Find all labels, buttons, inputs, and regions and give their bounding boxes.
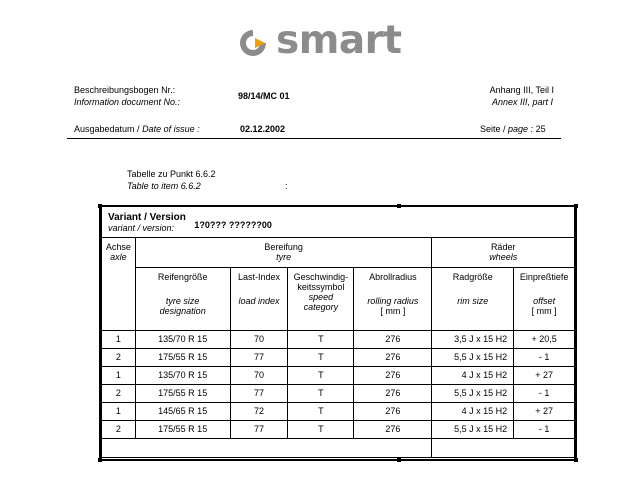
annex-label-en: Annex III, part I [491, 97, 553, 107]
smart-logo-icon [238, 28, 268, 58]
tyre-size-cell: 175/55 R 15 [135, 420, 230, 438]
load-index-label-de: Last-Index [237, 271, 281, 282]
speed-cell: T [288, 384, 354, 402]
load-index-label-en: load index [238, 295, 280, 306]
tyres-label-en: tyre [276, 252, 292, 262]
table-corner-handle [98, 204, 102, 208]
col-rim-size-header [432, 267, 514, 330]
table-row [102, 348, 575, 366]
annex-label-de: Anhang III, Teil I [489, 85, 554, 95]
rim-size-cell: 4 J x 15 H2 [432, 402, 514, 420]
speed-cell: T [288, 420, 354, 438]
tyres-group-header [135, 237, 432, 267]
group-header-row [102, 237, 575, 267]
speed-cell: T [288, 348, 354, 366]
speed-label-de-2: keitssymbol [297, 281, 345, 292]
tyre-size-label-en: tyre size [165, 295, 200, 306]
rolling-radius-cell: 276 [354, 366, 432, 384]
empty-footer-cell [432, 438, 575, 457]
speed-cell: T [288, 330, 354, 348]
rolling-radius-unit: [ mm ] [380, 305, 406, 316]
load-index-cell: 70 [230, 366, 288, 384]
table-caption-de: Tabelle zu Punkt 6.6.2 [127, 169, 216, 179]
axle-cell: 2 [102, 420, 136, 438]
load-index-cell: 77 [230, 348, 288, 366]
wheels-label-de: Räder [490, 242, 516, 252]
tyre-designation-label-en: designation [159, 305, 206, 316]
page-value: 25 [535, 124, 546, 134]
issue-date-value: 02.12.2002 [240, 124, 286, 134]
rim-size-cell: 5,5 J x 15 H2 [432, 420, 514, 438]
rolling-radius-cell: 276 [354, 384, 432, 402]
offset-label-de: Einpreßtiefe [519, 271, 569, 282]
rolling-radius-label-en: rolling radius [367, 295, 419, 306]
col-load-index-header [230, 267, 288, 330]
offset-label-en: offset [533, 295, 556, 306]
rolling-radius-cell: 276 [354, 330, 432, 348]
load-index-cell: 70 [230, 330, 288, 348]
axle-label-de: Achse [105, 241, 131, 252]
axle-cell: 1 [102, 330, 136, 348]
table-corner-handle [574, 204, 578, 208]
speed-label-en-2: category [303, 301, 339, 312]
variant-cell [102, 207, 575, 237]
offset-cell: - 1 [514, 384, 575, 402]
column-header-row [102, 267, 575, 330]
issue-date-label-de: Ausgabedatum / [74, 124, 140, 134]
offset-cell: - 1 [514, 348, 575, 366]
offset-cell: + 20,5 [514, 330, 575, 348]
doc-number-label-en: Information document No.: [74, 97, 181, 107]
offset-unit: [ mm ] [531, 305, 557, 316]
axle-cell: 1 [102, 366, 136, 384]
col-axle-header [102, 237, 136, 330]
smart-logo [238, 18, 408, 66]
speed-cell: T [288, 366, 354, 384]
page-label-en: page : [508, 124, 534, 134]
table-row [102, 402, 575, 420]
speed-cell: T [288, 402, 354, 420]
doc-number-label-de: Beschreibungsbogen Nr.: [74, 85, 176, 95]
empty-footer-row [102, 438, 575, 457]
variant-row [102, 207, 575, 237]
empty-footer-cell [102, 438, 432, 457]
table-caption-en: Table to item 6.6.2 [127, 181, 201, 191]
rim-size-cell: 3,5 J x 15 H2 [432, 330, 514, 348]
doc-number-value: 98/14/MC 01 [238, 91, 290, 101]
tyre-size-cell: 135/70 R 15 [135, 330, 230, 348]
tyre-size-label-de: Reifengröße [157, 271, 208, 282]
axle-cell: 1 [102, 402, 136, 420]
axle-cell: 2 [102, 384, 136, 402]
variant-label-en: variant / version: [108, 223, 175, 233]
table-row [102, 330, 575, 348]
page-number [480, 124, 546, 135]
page-label-de: Seite / [480, 124, 506, 134]
tyre-table [99, 205, 577, 461]
rolling-radius-cell: 276 [354, 420, 432, 438]
offset-cell: - 1 [514, 420, 575, 438]
tyre-size-cell: 175/55 R 15 [135, 384, 230, 402]
col-rolling-radius-header [354, 267, 432, 330]
wheels-label-en: wheels [489, 252, 518, 262]
table-row [102, 420, 575, 438]
speed-label-de-1: Geschwindig- [293, 271, 349, 282]
load-index-cell: 77 [230, 384, 288, 402]
axle-label-en: axle [110, 251, 127, 262]
issue-date-label-en: Date of issue : [142, 124, 200, 134]
load-index-cell: 72 [230, 402, 288, 420]
variant-value: 1?0??? ??????00 [194, 220, 272, 230]
issue-date-label [74, 124, 200, 135]
col-offset-header [514, 267, 575, 330]
tyre-size-cell: 175/55 R 15 [135, 348, 230, 366]
axle-cell: 2 [102, 348, 136, 366]
table-corner-handle [397, 458, 401, 462]
table-corner-handle [574, 458, 578, 462]
wheels-group-header [432, 237, 575, 267]
rim-size-label-de: Radgröße [452, 271, 493, 282]
col-tyre-size-header [135, 267, 230, 330]
load-index-cell: 77 [230, 420, 288, 438]
rolling-radius-cell: 276 [354, 348, 432, 366]
col-speed-header [288, 267, 354, 330]
table-row [102, 384, 575, 402]
table-row [102, 366, 575, 384]
offset-cell: + 27 [514, 402, 575, 420]
rim-size-cell: 4 J x 15 H2 [432, 366, 514, 384]
speed-label-en-1: speed [308, 291, 334, 302]
table-caption-colon: : [285, 181, 288, 191]
variant-label-de: Variant / Version [108, 212, 186, 223]
rim-size-cell: 5,5 J x 15 H2 [432, 348, 514, 366]
table-corner-handle [397, 204, 401, 208]
rolling-radius-cell: 276 [354, 402, 432, 420]
rim-size-cell: 5,5 J x 15 H2 [432, 384, 514, 402]
tyre-size-cell: 135/70 R 15 [135, 366, 230, 384]
table-corner-handle [98, 458, 102, 462]
header-divider [67, 138, 561, 139]
rolling-radius-label-de: Abrollradius [369, 271, 417, 282]
tyres-label-de: Bereifung [264, 242, 303, 252]
rim-size-label-en: rim size [457, 295, 489, 306]
offset-cell: + 27 [514, 366, 575, 384]
logo-wordmark: smart [276, 18, 402, 63]
tyre-size-cell: 145/65 R 15 [135, 402, 230, 420]
